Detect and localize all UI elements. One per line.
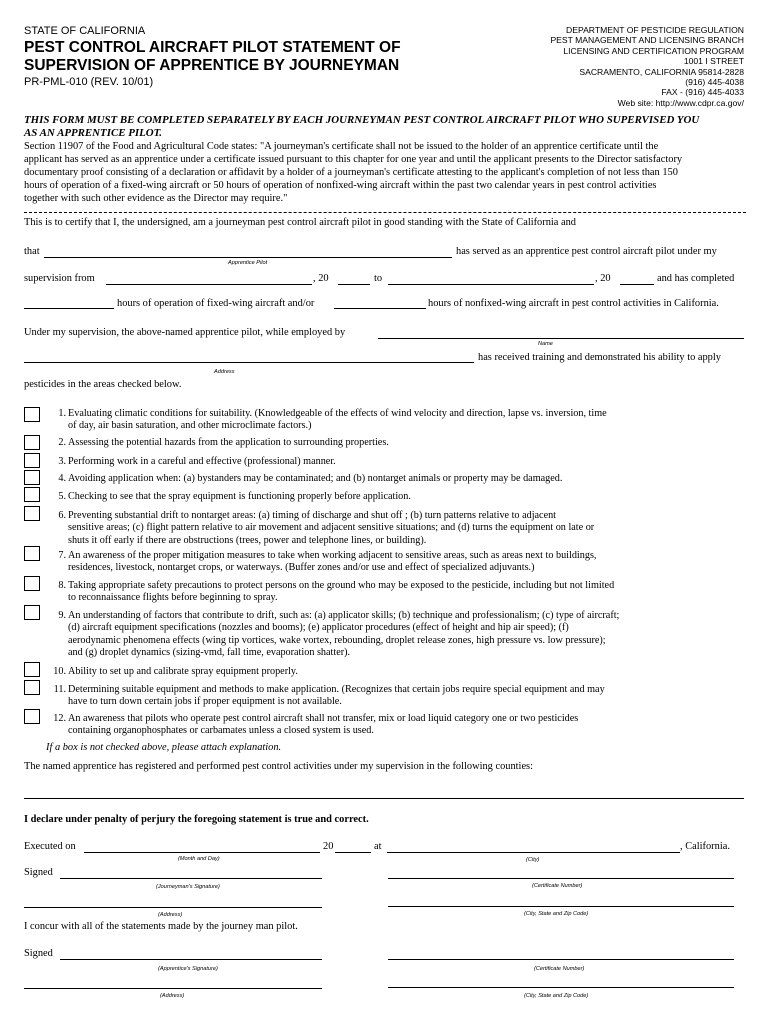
journeyman-signature-field[interactable]	[60, 878, 322, 879]
checkbox-item-9[interactable]	[24, 605, 40, 620]
certify-line: This is to certify that I, the undersigned, am a journeyman pest control aircraft pilot in good standing with the State of California and	[24, 217, 577, 228]
apprentice-certificate-field[interactable]	[388, 959, 734, 960]
has-completed-label: and has completed	[657, 273, 735, 284]
item-text: An awareness that pilots who operate pest control aircraft shall not transfer, mix or load liquid category one or two pesticides	[68, 713, 579, 724]
dept-line: 1001 I STREET	[683, 56, 744, 67]
that-label: that	[24, 246, 40, 257]
year-to-field[interactable]	[620, 284, 654, 285]
item-text: An understanding of factors that contribute to drift, such as: (a) applicator skills; (b) technique and professionalism; (c) type of aircraft;	[68, 610, 620, 621]
served-label: has served as an apprentice pest control aircraft pilot under my	[456, 246, 717, 257]
item-text: and (g) droplet dynamics (sizing-vmd, fall time, evaporation shatter).	[68, 647, 351, 659]
item-text: Evaluating climatic conditions for suitability. (Knowledgeable of the effects of wind velocity and direction, lapse vs. inversion, time	[68, 408, 607, 419]
section-text: applicant has served as an apprentice under a certificate issued pursuant to this chapter for one year and until the applicant presents to the Director satisfactory	[24, 154, 683, 165]
journeyman-city-state-zip-field[interactable]	[388, 906, 734, 907]
dept-line: DEPARTMENT OF PESTICIDE REGULATION	[566, 25, 744, 35]
apprentice-signature-field[interactable]	[60, 959, 322, 960]
item-text: Performing work in a careful and effective (professional) manner.	[68, 456, 336, 467]
checkbox-item-8[interactable]	[24, 576, 40, 591]
certificate-number-caption: (Certificate Number)	[532, 883, 583, 889]
notice-line1: THIS FORM MUST BE COMPLETED SEPARATELY BY EACH JOURNEYMAN PEST CONTROL AIRCRAFT PILOT WHO SUPERVISED YOU	[24, 114, 700, 126]
item-text: Assessing the potential hazards from the application to surrounding properties.	[68, 437, 389, 448]
address-caption: (Address)	[158, 912, 183, 918]
checkbox-item-5[interactable]	[24, 487, 40, 502]
item-text: An awareness of the proper mitigation measures to take when working adjacent to sensitive areas, such as areas next to buildings,	[68, 550, 597, 561]
signed-label: Signed	[24, 948, 53, 959]
dept-line: LICENSING AND CERTIFICATION PROGRAM	[563, 45, 744, 56]
apprentice-city-state-zip-field[interactable]	[388, 987, 734, 988]
dashed-divider	[24, 212, 746, 213]
supervision-to-field[interactable]	[388, 284, 594, 285]
dept-line: SACRAMENTO, CALIFORNIA 95814-2828	[579, 66, 744, 77]
nonfixed-wing-label: hours of nonfixed-wing aircraft in pest control activities in California.	[428, 298, 719, 309]
state-label: STATE OF CALIFORNIA	[24, 25, 146, 37]
counties-label: The named apprentice has registered and performed pest control activities under my supervision in the following counties:	[24, 761, 533, 772]
fixed-wing-label: hours of operation of fixed-wing aircraft and/or	[117, 298, 315, 309]
year-from-field[interactable]	[338, 284, 370, 285]
checkbox-item-4[interactable]	[24, 470, 40, 485]
month-day-caption: (Month and Day)	[178, 856, 220, 862]
execution-year-field[interactable]	[335, 852, 371, 853]
city-state-zip-caption: (City, State and Zip Code)	[524, 911, 589, 917]
item-number: 12.	[53, 713, 66, 724]
dept-line: PEST MANAGEMENT AND LICENSING BRANCH	[550, 35, 744, 46]
item-text: Ability to set up and calibrate spray equipment properly.	[68, 666, 298, 677]
concur-statement: I concur with all of the statements made by the journey man pilot.	[24, 921, 298, 932]
item-number: 11.	[53, 684, 66, 695]
journeyman-signature-caption: (Journeyman's Signature)	[156, 884, 220, 890]
nonfixed-wing-hours-field[interactable]	[334, 308, 426, 309]
item-text: shuts it off early if there are obstructions (trees, power and telephone lines, or building).	[68, 534, 427, 546]
item-number: 6.	[58, 510, 66, 521]
checkbox-item-2[interactable]	[24, 435, 40, 450]
city-caption: (City)	[526, 857, 540, 863]
year-prefix-label: 20	[323, 841, 334, 852]
item-text: sensitive areas; (c) flight pattern relative to air movement and adjacent sensitive situations; and (d) turns the equipment on late or	[68, 522, 595, 534]
supervision-from-field[interactable]	[106, 284, 312, 285]
year-prefix-label: , 20	[313, 273, 329, 284]
item-number: 10.	[53, 666, 66, 677]
unchecked-note: If a box is not checked above, please attach explanation.	[46, 742, 282, 753]
month-day-field[interactable]	[84, 852, 320, 853]
checkbox-item-10[interactable]	[24, 662, 40, 677]
apprentice-signature-caption: (Apprentice's Signature)	[158, 966, 218, 972]
signed-label: Signed	[24, 867, 53, 878]
item-number: 4.	[58, 473, 66, 484]
item-number: 5.	[58, 491, 66, 502]
checkbox-item-11[interactable]	[24, 680, 40, 695]
supervision-from-label: supervision from	[24, 273, 95, 284]
apprentice-pilot-caption: Apprentice Pilot	[228, 260, 268, 266]
section-text: hours of operation of a fixed-wing aircraft or 50 hours of operation of nonfixed-wing aircraft within the past two calendar years in pest control activities	[24, 180, 657, 191]
item-number: 3.	[58, 456, 66, 467]
city-field[interactable]	[387, 852, 680, 853]
perjury-declaration: I declare under penalty of perjury the foregoing statement is true and correct.	[24, 814, 369, 825]
dept-line: (916) 445-4038	[685, 77, 744, 88]
form-number: PR-PML-010 (REV. 10/01)	[24, 76, 154, 88]
item-text: containing organophosphates or carbamates unless a closed system is used.	[68, 725, 374, 737]
checkbox-item-3[interactable]	[24, 453, 40, 468]
item-text: Preventing substantial drift to nontarget areas: (a) timing of discharge and shut off ; (b) turn patterns relative to adjacent	[68, 510, 557, 521]
executed-on-label: Executed on	[24, 841, 76, 852]
checkbox-item-12[interactable]	[24, 709, 40, 724]
notice-line2: AS AN APPRENTICE PILOT.	[24, 127, 162, 139]
item-text: (d) aircraft equipment specifications (nozzles and booms); (e) applicator procedures (effect of height and hip air speed); (f)	[68, 622, 569, 634]
name-caption: Name	[538, 341, 553, 347]
item-text: Avoiding application when: (a) bystanders may be contaminated; and (b) nontarget animals or property may be damaged.	[68, 473, 563, 484]
journeyman-address-field[interactable]	[24, 907, 322, 908]
form-title-line2: SUPERVISION OF APPRENTICE BY JOURNEYMAN	[24, 57, 400, 74]
pesticides-label: pesticides in the areas checked below.	[24, 379, 182, 390]
fixed-wing-hours-field[interactable]	[24, 308, 114, 309]
year-prefix-label: , 20	[595, 273, 611, 284]
item-text: have to turn down certain jobs if proper equipment is not available.	[68, 696, 342, 708]
employer-address-field[interactable]	[24, 362, 474, 363]
item-text: to reconnaissance flights before beginning to spray.	[68, 592, 278, 604]
city-state-zip-caption: (City, State and Zip Code)	[524, 993, 589, 999]
item-number: 2.	[58, 437, 66, 448]
form-title-line1: PEST CONTROL AIRCRAFT PILOT STATEMENT OF	[24, 39, 401, 56]
under-supervision-label: Under my supervision, the above-named apprentice pilot, while employed by	[24, 327, 346, 338]
section-text: documentary proof consisting of a declaration or affidavit by a holder of a journeyman's certificate attesting to the applicant's completion of not less than 150	[24, 167, 678, 178]
item-number: 8.	[58, 580, 66, 591]
item-text: of day, air basin saturation, and other microclimate factors.)	[68, 420, 312, 432]
apprentice-address-field[interactable]	[24, 988, 322, 989]
journeyman-certificate-field[interactable]	[388, 878, 734, 879]
received-training-label: has received training and demonstrated his ability to apply	[478, 352, 721, 363]
address-caption: Address	[214, 369, 235, 375]
address-caption: (Address)	[160, 993, 185, 999]
item-number: 1.	[58, 408, 66, 419]
website-link[interactable]: Web site: http://www.cdpr.ca.gov/	[617, 97, 744, 108]
apprentice-pilot-field[interactable]	[44, 257, 452, 258]
item-number: 7.	[58, 550, 66, 561]
item-text: Determining suitable equipment and methods to make application. (Recognizes that certain jobs require special equipment and may	[68, 684, 605, 695]
checkbox-item-6[interactable]	[24, 506, 40, 521]
item-text: Checking to see that the spray equipment is functioning properly before application.	[68, 491, 411, 502]
at-label: at	[374, 841, 382, 852]
department-block	[550, 25, 744, 108]
employer-name-field[interactable]	[378, 338, 744, 339]
california-label: , California.	[680, 841, 730, 852]
section-text: together with such other evidence as the Director may require."	[24, 193, 288, 204]
dept-line: FAX - (916) 445-4033	[661, 87, 744, 98]
certificate-number-caption: (Certificate Number)	[534, 966, 585, 972]
item-text: residences, livestock, nontarget crops, or waterways. (Buffer zones and/or use and effect of specialized adjuvants.)	[68, 562, 535, 574]
checkbox-item-1[interactable]	[24, 407, 40, 422]
to-label: to	[374, 273, 383, 284]
item-number: 9.	[58, 610, 66, 621]
item-text: Taking appropriate safety precautions to protect persons on the ground who may be exposed to the pesticide, including but not limited	[68, 580, 615, 591]
item-text: aerodynamic phenomena effects (wing tip vortices, wake vortex, rebounding, droplet release zones, high pressure vs. low pressure);	[68, 634, 606, 646]
counties-field[interactable]	[24, 798, 744, 799]
section-text: Section 11907 of the Food and Agricultural Code states: "A journeyman's certificate shall not be issued to the holder of an apprentice certificate until the	[24, 141, 659, 152]
checkbox-item-7[interactable]	[24, 546, 40, 561]
